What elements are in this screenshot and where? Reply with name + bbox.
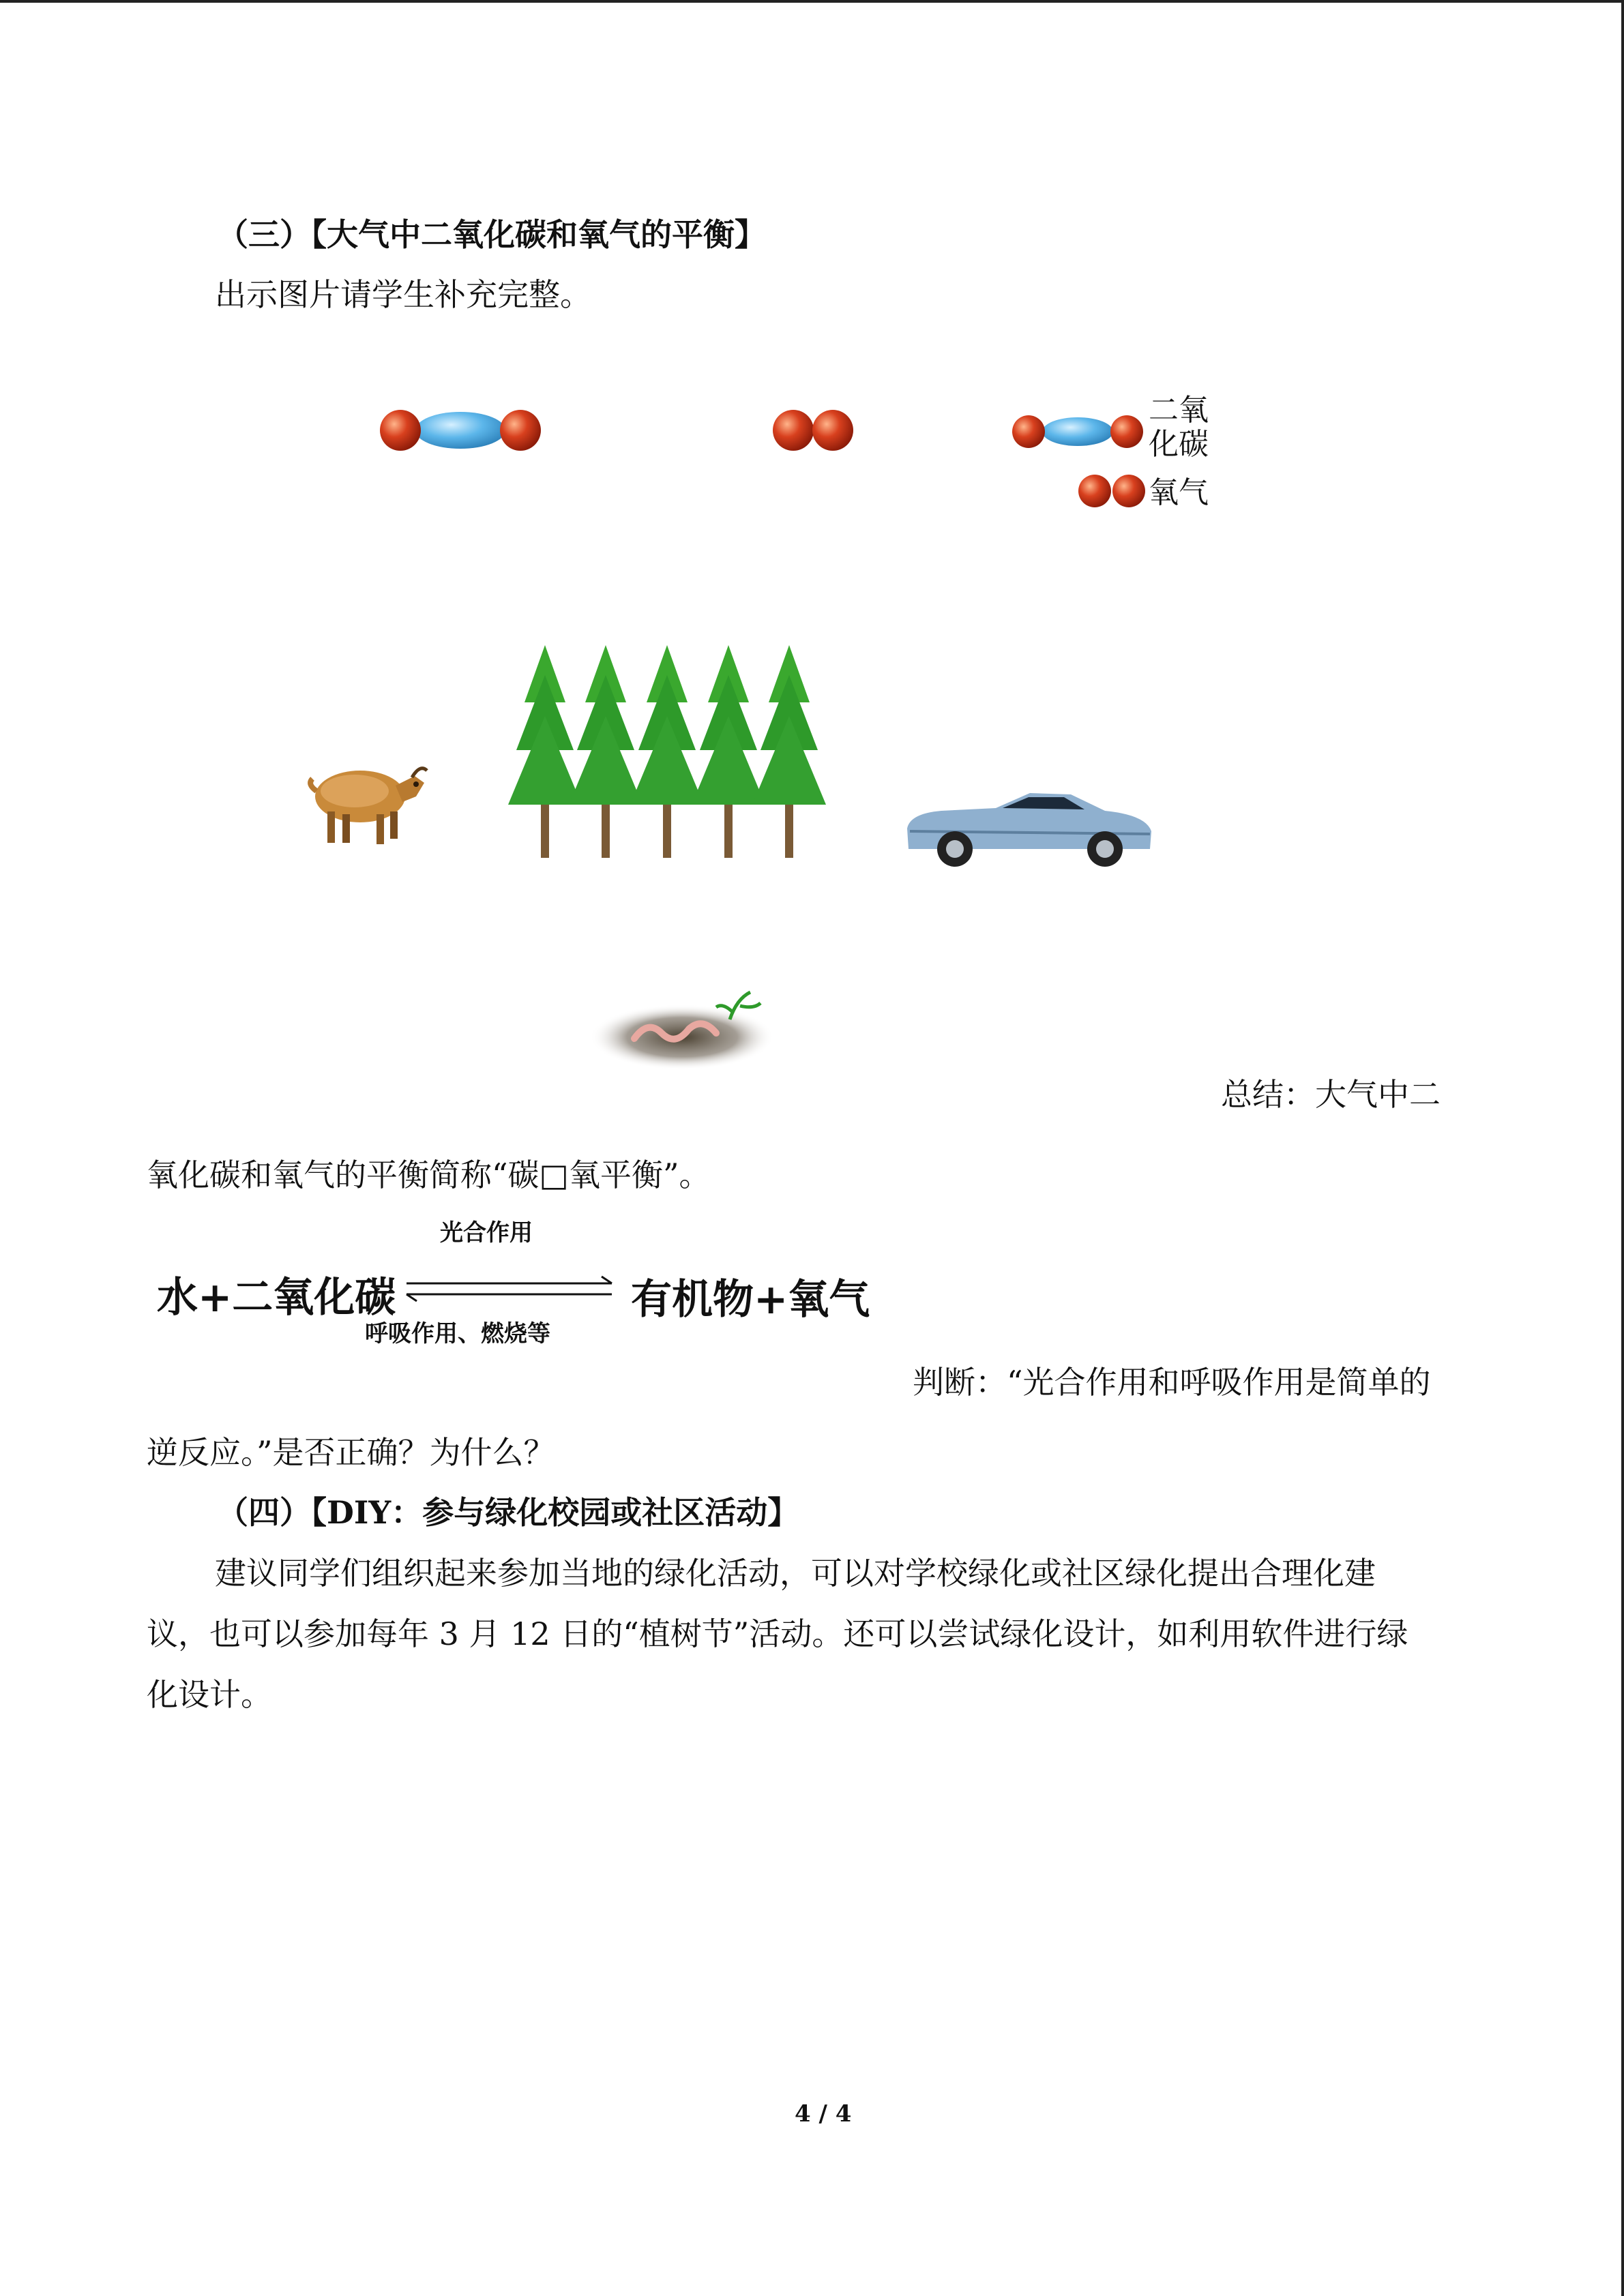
co2-legend-molecule-icon: [1009, 413, 1146, 451]
paragraph-line: 议，也可以参加每年 3 月 12 日的“植树节”活动。还可以尝试绿化设计，如利用软件进行绿: [147, 1615, 1408, 1652]
paragraph-line: 化设计。: [147, 1676, 272, 1713]
judge-line-2: 逆反应。”是否正确？为什么？: [147, 1434, 555, 1471]
equation-left: 水+二氧化碳: [157, 1274, 396, 1322]
co2-legend-label: 二氧 化碳: [1149, 393, 1209, 462]
o2-molecule-icon: [771, 406, 856, 454]
earthworm-soil-icon: [587, 979, 778, 1074]
equation-bottom-label: 呼吸作用、燃烧等: [365, 1320, 550, 1347]
judge-line-1: 判断：“光合作用和呼吸作用是简单的: [913, 1364, 1431, 1401]
pine-tree-icon: [508, 645, 582, 858]
goat-icon: [300, 743, 430, 852]
page-right-border: [1621, 0, 1624, 2296]
paragraph-line: 建议同学们组织起来参加当地的绿化活动，可以对学校绿化或社区绿化提出合理化建: [215, 1555, 1376, 1592]
car-icon: [900, 781, 1160, 869]
summary-line-2: 氧化碳和氧气的平衡简称“碳□氧平衡”。: [147, 1157, 711, 1193]
summary-line-1: 总结：大气中二: [1221, 1076, 1441, 1113]
o2-legend-molecule-icon: [1076, 472, 1147, 510]
pine-tree-icon: [630, 645, 704, 858]
pine-tree-icon: [752, 645, 826, 858]
pine-tree-icon: [692, 645, 765, 858]
page-number: 4 / 4: [795, 2100, 852, 2128]
section-heading-diy: （四）【DIY：参与绿化校园或社区活动】: [217, 1494, 799, 1531]
reversible-arrow-icon: [404, 1274, 619, 1304]
pine-tree-icon: [569, 645, 643, 858]
equation-right: 有机物+氧气: [631, 1276, 870, 1324]
co2-molecule-icon: [379, 406, 542, 454]
o2-legend-label: 氧气: [1149, 475, 1209, 510]
section-intro: 出示图片请学生补充完整。: [215, 276, 591, 313]
pine-trees-icon: [494, 641, 836, 863]
equation-top-label: 光合作用: [440, 1219, 533, 1247]
page-top-border: [0, 0, 1624, 3]
section-heading: （三）【大气中二氧化碳和氧气的平衡】: [217, 216, 766, 253]
